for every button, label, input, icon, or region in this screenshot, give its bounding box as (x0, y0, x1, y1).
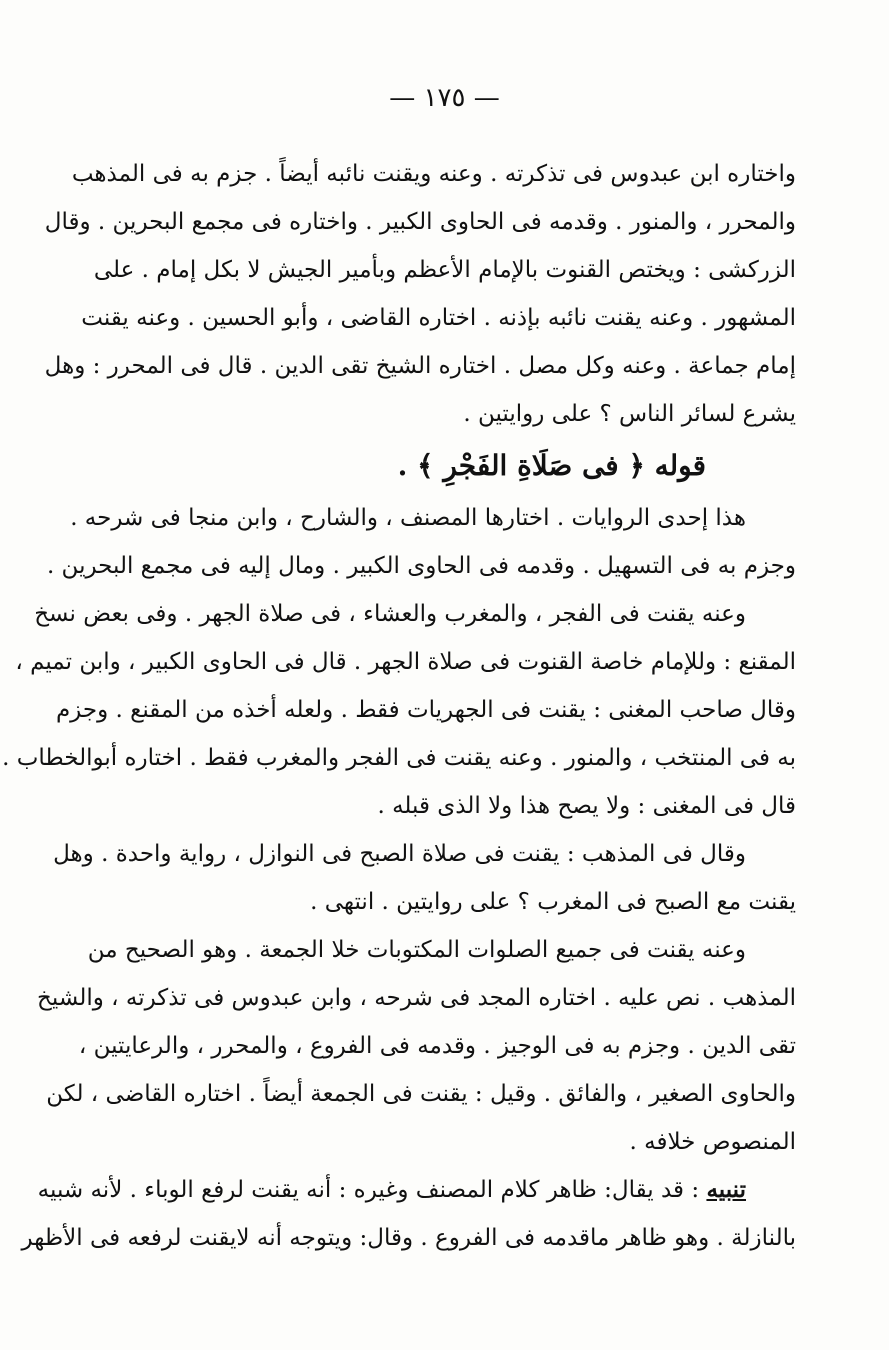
text-line: المنصوص خلافه . (629, 1129, 796, 1155)
text-line: هذا إحدى الروايات . اختارها المصنف ، والشارح ، وابن منجا فى شرحه . (70, 505, 746, 531)
text-line: إمام جماعة . وعنه وكل مصل . اختاره الشيخ تقى الدين . قال فى المحرر : وهل (44, 353, 796, 379)
text-line: وقال فى المذهب : يقنت فى صلاة الصبح فى النوازل ، رواية واحدة . وهل (53, 841, 746, 867)
text-line: تنبيه : قد يقال: ظاهر كلام المصنف وغيره : أنه يقنت لرفع الوباء . لأنه شبيه (37, 1176, 746, 1203)
note-label: تنبيه (706, 1176, 746, 1203)
text-line: يشرع لسائر الناس ؟ على روايتين . (463, 401, 796, 427)
text-line: المقنع : وللإمام خاصة القنوت فى صلاة الجهر . قال فى الحاوى الكبير ، وابن تميم ، (15, 649, 796, 675)
text-line: الزركشى : ويختص القنوت بالإمام الأعظم وبأمير الجيش لا بكل إمام . على (93, 257, 796, 283)
text-line: وقال صاحب المغنى : يقنت فى الجهريات فقط . ولعله أخذه من المقنع . وجزم (55, 697, 796, 723)
text-line: والمحرر ، والمنور . وقدمه فى الحاوى الكبير . واختاره فى مجمع البحرين . وقال (44, 209, 796, 235)
section-heading: قوله ﴿ فى صَلَاةِ الفَجْرِ ﴾ . (397, 449, 706, 482)
text-line: وعنه يقنت فى الفجر ، والمغرب والعشاء ، فى صلاة الجهر . وفى بعض نسخ (34, 601, 746, 627)
text-line: المشهور . وعنه يقنت نائبه بإذنه . اختاره القاضى ، وأبو الحسين . وعنه يقنت (81, 305, 796, 331)
text-line: يقنت مع الصبح فى المغرب ؟ على روايتين . انتهى . (310, 889, 796, 915)
text-line: واختاره ابن عبدوس فى تذكرته . وعنه ويقنت نائبه أيضاً . جزم به فى المذهب (71, 161, 796, 187)
text-line: وعنه يقنت فى جميع الصلوات المكتوبات خلا الجمعة . وهو الصحيح من (87, 937, 746, 963)
text-line: وجزم به فى التسهيل . وقدمه فى الحاوى الكبير . ومال إليه فى مجمع البحرين . (46, 553, 796, 579)
page-number: — ١٧٥ — (389, 83, 500, 113)
text-line: بالنازلة . وهو ظاهر ماقدمه فى الفروع . وقال: ويتوجه أنه لايقنت لرفعه فى الأظهر (21, 1225, 796, 1251)
text-line: المذهب . نص عليه . اختاره المجد فى شرحه ، وابن عبدوس فى تذكرته ، والشيخ (37, 985, 796, 1011)
body-text (2, 150, 796, 1262)
text-line: والحاوى الصغير ، والفائق . وقيل : يقنت فى الجمعة أيضاً . اختاره القاضى ، لكن (46, 1081, 796, 1107)
text-line: قال فى المغنى : ولا يصح هذا ولا الذى قبله . (377, 793, 796, 819)
text-line: تقى الدين . وجزم به فى الوجيز . وقدمه فى الفروع ، والمحرر ، والرعايتين ، (78, 1033, 796, 1059)
text-line: به فى المنتخب ، والمنور . وعنه يقنت فى الفجر والمغرب فقط . اختاره أبوالخطاب . (2, 745, 796, 771)
